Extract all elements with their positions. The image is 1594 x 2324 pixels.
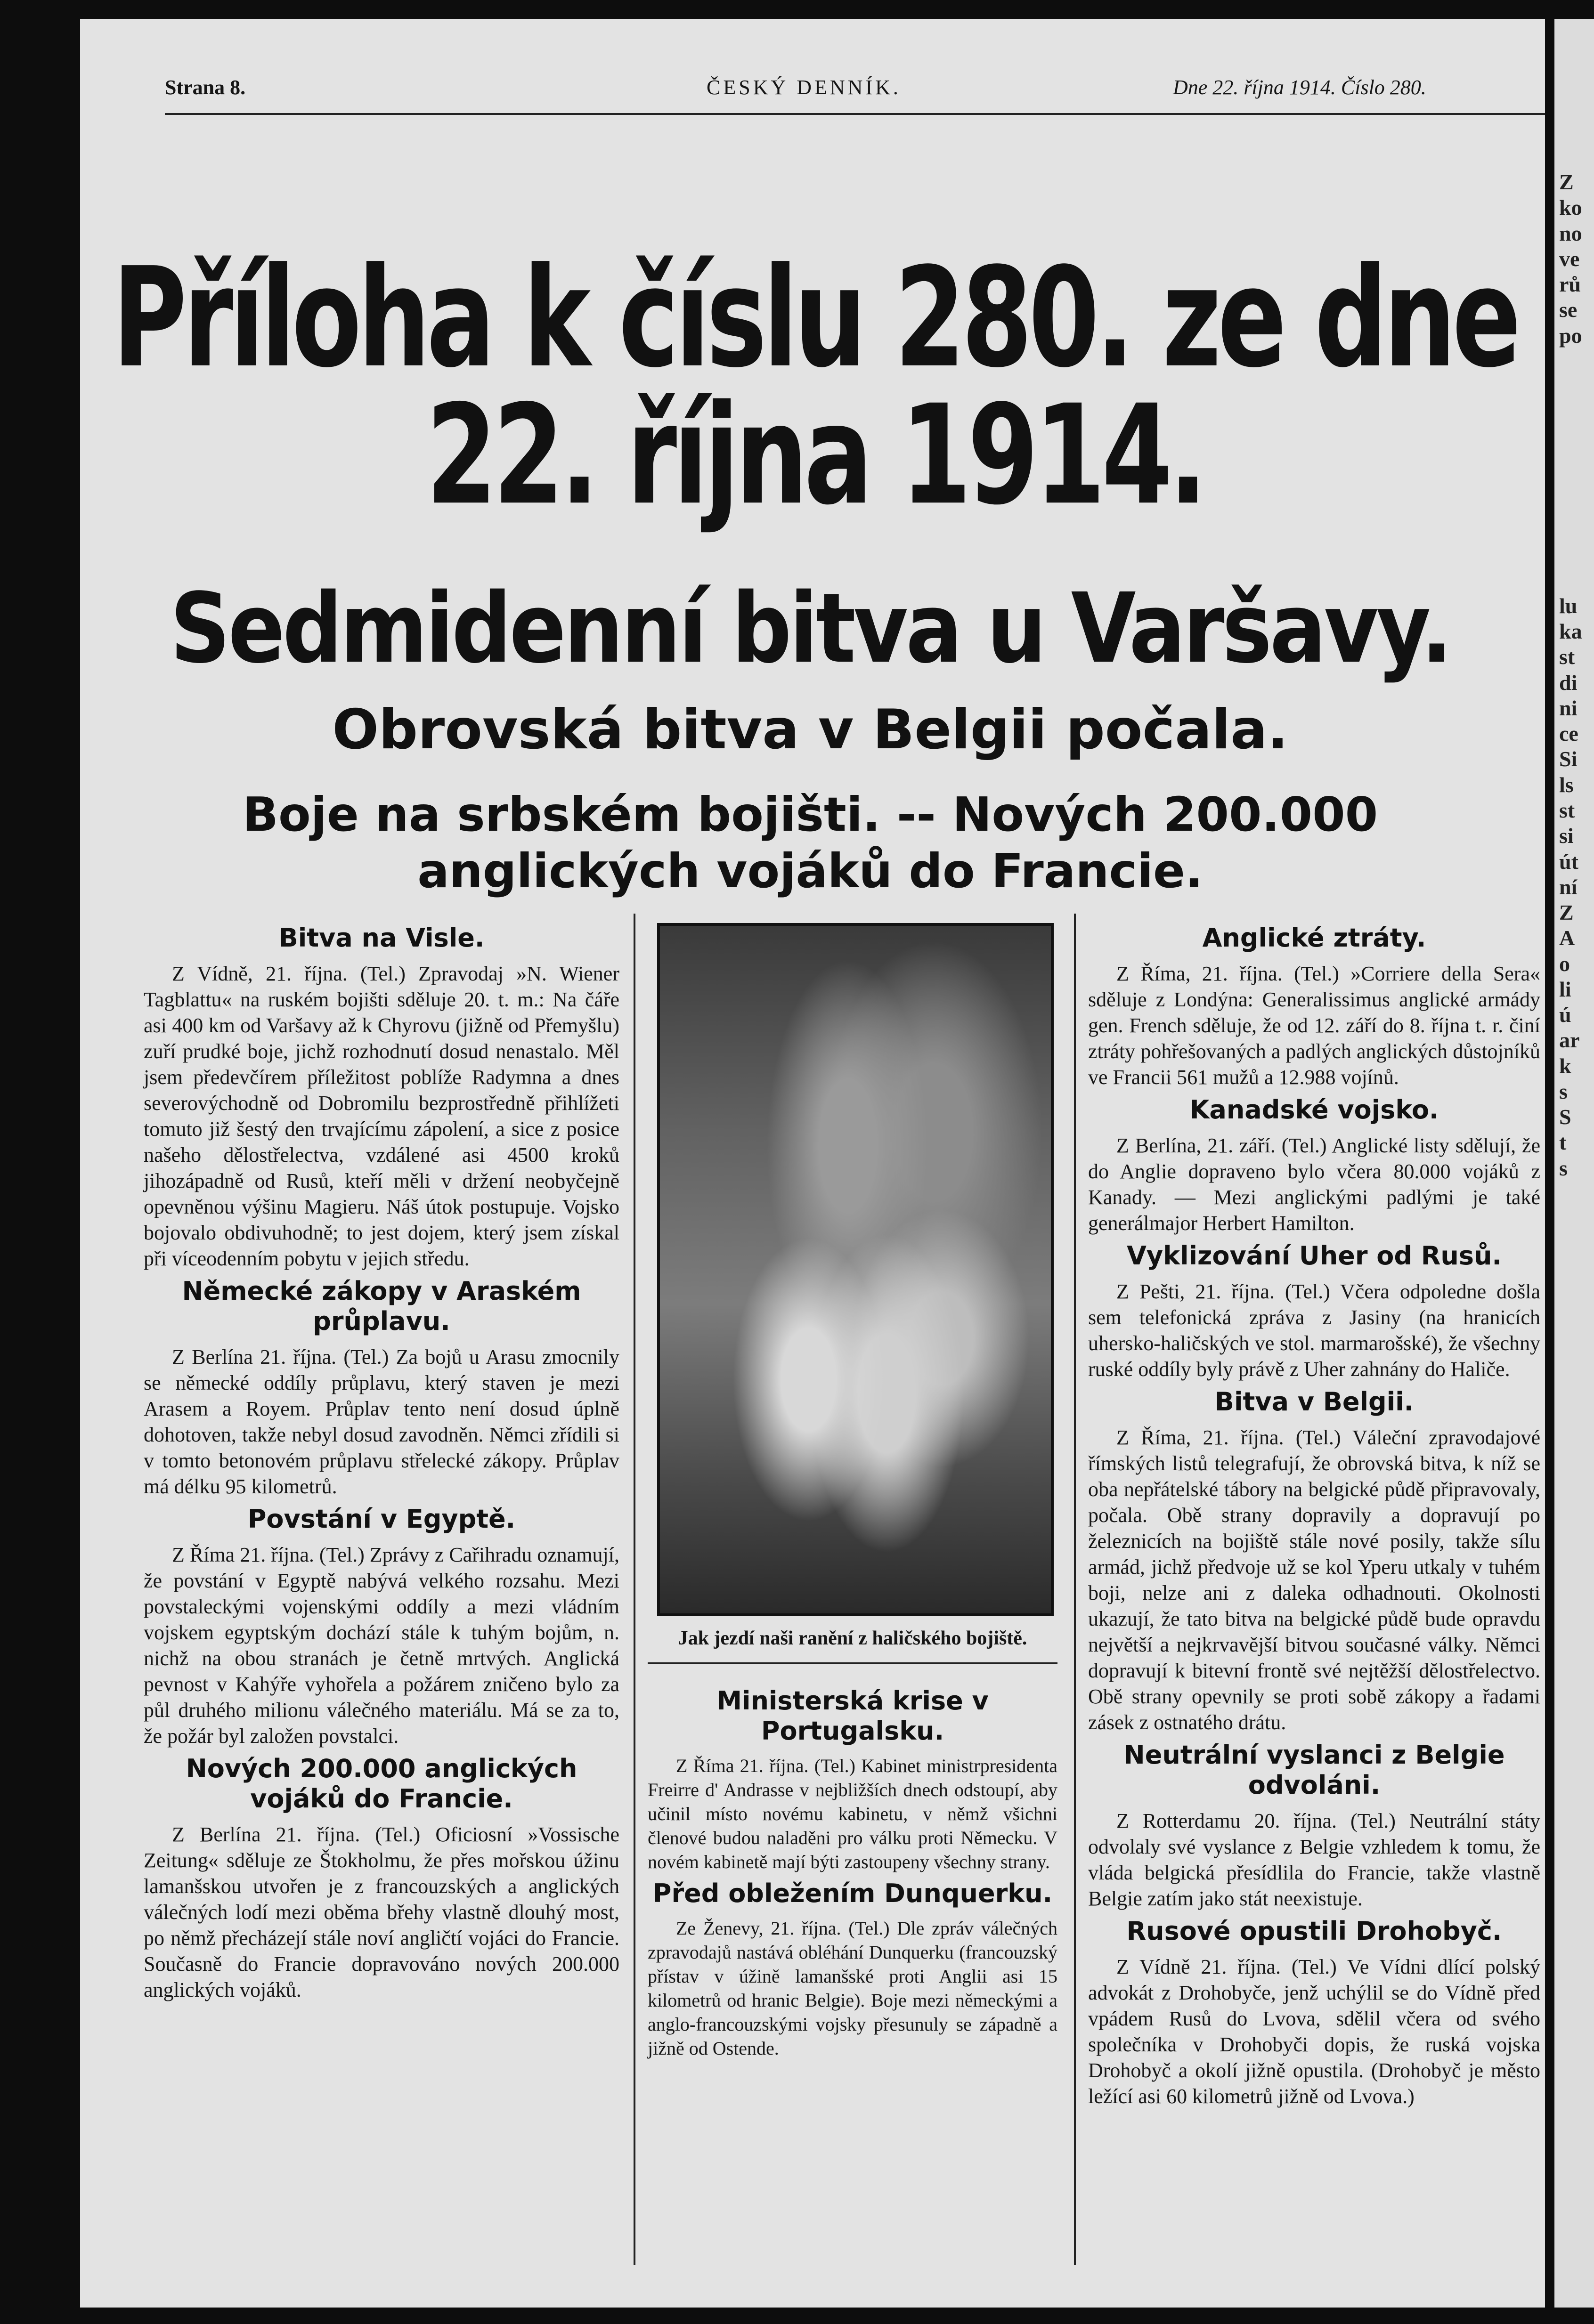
article-text: Z Říma, 21. října. (Tel.) Váleční zpravodajové římských listů telegrafují, že obrovská bitva, k níž se oba nepřátelské tábory na belgické půdě připravovaly, počala. Obě strany dopravily a dopravují po železnicích na bojiště stále nové posily, takže sílu armád, jichž předvoje už se kol Yperu utkaly v tuhém boji, nelze ani z daleka odhadnouti. Okolnosti ukazují, že tato bitva na belgické půdě bude opravdu největší a nejkrvavější bitvou současné války. Němci dopravují k bitevní frontě své nejtěžší dělostřelectvo. Obě strany opevnily se proti sobě zákopy a řadami zásek z ostnatého drátu.	[1088, 1426, 1540, 1734]
header-rule	[165, 113, 1545, 115]
neighbor-text-fragment: Si	[1559, 747, 1578, 771]
left-article	[144, 923, 619, 1271]
neighbor-text-fragment: S	[1559, 1105, 1571, 1129]
neighbor-text-fragment: ce	[1559, 721, 1578, 746]
subtitle-serbia: Boje na srbském bojišti. -- Nových 200.000 anglických vojáků do Francie.	[242, 787, 1378, 899]
column-rule-left	[634, 914, 635, 2265]
neighbor-text-fragment: A	[1559, 926, 1575, 950]
neighbor-text-fragment: ú	[1559, 1003, 1571, 1027]
article-title: Vyklizování Uher od Rusů.	[1127, 1241, 1502, 1271]
left-column	[144, 918, 619, 2003]
neighbor-text-fragment: li	[1559, 977, 1571, 1001]
article-title: Německé zákopy v Araském průplavu.	[182, 1276, 581, 1336]
right-article	[1088, 1095, 1540, 1236]
neighbor-text-fragment: ní	[1559, 875, 1578, 899]
left-article	[144, 1276, 619, 1499]
right-article	[1088, 1387, 1540, 1735]
column-rule-right	[1074, 914, 1076, 2265]
neighbor-text-fragment: ls	[1559, 772, 1574, 797]
article-text: Ze Ženevy, 21. října. (Tel.) Dle zpráv válečných zpravodajů nastává obléhání Dunquerku (francouzský přístav v úžině lamanšské proti Anglii asi 15 kilometrů od hranic Belgie). Boje mezi německými a anglo-francouzskými vojsky přesunuly se západně a jižně od Ostende.	[648, 1918, 1057, 2059]
neighbor-text-fragment: rů	[1559, 272, 1581, 297]
newspaper-name: ČESKÝ DENNÍK.	[707, 76, 901, 99]
neighbor-text-fragment: ar	[1559, 1028, 1580, 1053]
main-title: Sedmidenní bitva u Varšavy.	[170, 572, 1451, 685]
right-article	[1088, 1916, 1540, 2109]
neighbor-text-fragment: o	[1559, 951, 1570, 976]
page-number: Strana 8.	[165, 76, 246, 99]
article-text: Z Říma 21. října. (Tel.) Zprávy z Cařihradu oznamují, že povstání v Egyptě nabývá velkého rozsahu. Mezi povstaleckými vojenskými oddíly a mezi vládním vojskem egyptským dochází stále k tuhým bojům, n. nichž na obou stranách je četně mrtvých. Anglická pevnost v Kahýře vyhořela a požárem zničeno bylo za půl druhého milionu válečného materiálu. Má se za to, že požár byl založen povstalci.	[144, 1543, 619, 1748]
neighbor-text-fragment: st	[1559, 798, 1575, 822]
neighbor-text-fragment: Z	[1559, 900, 1574, 925]
neighbor-text-fragment: lu	[1559, 593, 1578, 618]
neighbor-text-fragment: Z	[1559, 170, 1574, 194]
neighbor-text-fragment: s	[1559, 1079, 1568, 1103]
neighbor-text-fragment: ka	[1559, 619, 1582, 644]
photo-caption: Jak jezdí naši ranění z haličského bojiště.	[678, 1628, 1027, 1649]
article-text: Z Vídně, 21. října. (Tel.) Zpravodaj »N. Wiener Tagblattu« na ruském bojišti sděluje 20. t. m.: Na čáře asi 400 km od Varšavy až k Chyrovu (jižně od Přemyšlu) zuří prudké boje, jichž rozhodnutí dosud nenastalo. Měl jsem předevčírem příležitost poblíže Radymna a dnes severovýchodně od Dobromilu bezprostředně přihlížeti tomuto již šestý den trvajícímu zápolení, a sice z posice našeho dělostřelectva, vzdálené asi 4500 kroků jihozápadně od Rusů, kteří měli v držení neobyčejně opevněnou výšinu Magieru. Náš útok postupuje. Vojsko bojovalo obdivuhodně; to jest dojem, který jsem získal při víceodenním pobytu v jejich středu.	[144, 962, 619, 1270]
right-column	[1088, 918, 1540, 2109]
neighbor-text-fragment: ni	[1559, 696, 1578, 720]
neighbor-text-fragment: út	[1559, 849, 1578, 874]
subtitle-belgium: Obrovská bitva v Belgii počala.	[332, 698, 1288, 761]
left-article	[144, 1754, 619, 2003]
article-text: Z Berlína 21. října. (Tel.) Za bojů u Arasu zmocnily se německé oddíly průplavu, který staven je mezi Arasem a Royem. Průplav tento není dosud úplně dohotoven, takže nebyl dosud zavodněn. Němci zřídili si v tomto betonovém průplavu střelecké zákopy. Průplav má délku 95 kilometrů.	[144, 1345, 619, 1498]
article-text: Z Pešti, 21. října. (Tel.) Včera odpoledne došla sem telefonická zpráva z Jasiny (na hranicích uhersko-haličských ve stol. marmarošské), že všechny ruské oddíly byly právě z Uher zahnány do Haliče.	[1088, 1280, 1540, 1381]
neighbor-text-fragment: po	[1559, 323, 1582, 348]
neighbor-page-fragment	[1554, 19, 1594, 2308]
article-title: Ministerská krise v Portugalsku.	[716, 1686, 989, 1746]
supplement-headline: Příloha k číslu 280. ze dne 22. října 1914.	[112, 238, 1518, 535]
neighbor-text-fragment: t	[1559, 1130, 1567, 1155]
neighbor-text-fragment: si	[1559, 824, 1574, 848]
article-title: Bitva v Belgii.	[1214, 1387, 1414, 1417]
neighbor-text-fragment: se	[1559, 298, 1578, 322]
article-title: Povstání v Egyptě.	[247, 1504, 516, 1534]
neighbor-text-fragment: di	[1559, 670, 1578, 695]
newspaper-page	[80, 19, 1545, 2308]
left-article	[144, 1504, 619, 1749]
right-article	[1088, 1740, 1540, 1911]
neighbor-text-fragment: ve	[1559, 246, 1580, 271]
article-text: Z Berlína 21. října. (Tel.) Oficiosní »Vossische Zeitung« sděluje ze Štokholmu, že přes mořskou úžinu lamanšskou utvořen je z francouzských a anglických válečných lodí mezi oběma břehy vlastně dlouhý most, po němž přecházejí stále noví angličtí vojáci do Francie. Současně do Francie dopravováno nových 200.000 anglických vojáků.	[144, 1823, 619, 2001]
issue-date: Dne 22. října 1914. Číslo 280.	[1173, 76, 1426, 99]
article-title: Rusové opustili Drohobyč.	[1126, 1916, 1502, 1946]
neighbor-text-fragment: s	[1559, 1156, 1568, 1180]
article-title: Bitva na Visle.	[278, 923, 485, 953]
article-text: Z Říma, 21. října. (Tel.) »Corriere della Sera« sděluje z Londýna: Generalissimus anglické armády gen. French sděluje, že od 12. září do 8. října t. r. činí ztráty pohřešovaných a padlých anglických důstojníků ve Francii 561 mužů a 12.988 vojínů.	[1088, 962, 1540, 1089]
neighbor-text-fragment: no	[1559, 221, 1582, 245]
photo-wounded-soldiers	[657, 923, 1054, 1616]
right-article	[1088, 1241, 1540, 1382]
caption-rule	[648, 1662, 1057, 1664]
article-text: Z Rotterdamu 20. října. (Tel.) Neutrální státy odvolaly své vyslance z Belgie vzhledem k tomu, že vláda belgická přesídlila do Francie, takže vlastně Belgie zatím jako stát neexistuje.	[1088, 1809, 1540, 1910]
article-title: Anglické ztráty.	[1202, 923, 1426, 953]
neighbor-text-fragment: ko	[1559, 195, 1582, 220]
right-article	[1088, 923, 1540, 1090]
neighbor-text-fragment: k	[1559, 1053, 1571, 1078]
center-column	[648, 1681, 1057, 2060]
center-article	[648, 1686, 1057, 1874]
article-text: Z Vídně 21. října. (Tel.) Ve Vídni dlící polský advokát z Drohobyče, jenž uchýlil se do Vídně před vpádem Rusů do Lvova, sdělil včera od svého společníka v Drohobyči dopis, že ruská vojska Drohobyč a okolí jižně opustila. (Drohobyč je město ležící asi 60 kilometrů jižně od Lvova.)	[1088, 1955, 1540, 2108]
article-text: Z Berlína, 21. září. (Tel.) Anglické listy sdělují, že do Anglie dopraveno bylo včera 80.000 vojáků z Kanady. — Mezi anglickými padlými je také generálmajor Herbert Hamilton.	[1088, 1134, 1540, 1235]
article-title: Nových 200.000 anglických vojáků do Francie.	[186, 1754, 577, 1814]
article-title: Kanadské vojsko.	[1189, 1095, 1439, 1125]
neighbor-text-fragment: st	[1559, 645, 1575, 669]
article-text: Z Říma 21. října. (Tel.) Kabinet ministrpresidenta Freirre d' Andrasse v nejbližších dnech odstoupí, aby učinil místo novému kabinetu, v němž všichni členové budou naladěni pro válku proti Německu. V novém kabinetě mají býti zastoupeny všechny strany.	[648, 1755, 1057, 1872]
center-article	[648, 1879, 1057, 2060]
article-title: Neutrální vyslanci z Belgie odvoláni.	[1123, 1740, 1505, 1800]
article-title: Před obležením Dunquerku.	[652, 1879, 1053, 1908]
